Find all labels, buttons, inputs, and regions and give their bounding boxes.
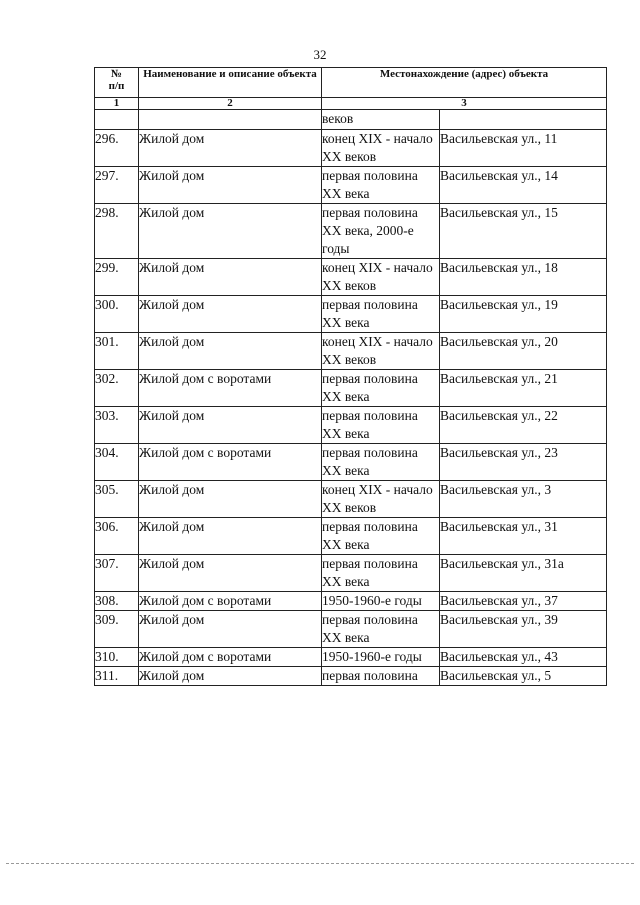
object-name: Жилой дом с воротами xyxy=(139,370,322,407)
continuation-date: веков xyxy=(322,110,440,130)
table-row xyxy=(95,611,607,648)
table-row xyxy=(95,667,607,686)
object-date: первая половина XX века xyxy=(322,555,440,592)
row-number: 304. xyxy=(95,444,139,481)
object-name: Жилой дом с воротами xyxy=(139,444,322,481)
object-date: первая половина XX века, 2000-е годы xyxy=(322,204,440,259)
object-date: конец XIX - начало XX веков xyxy=(322,333,440,370)
table-row xyxy=(95,204,607,259)
object-name: Жилой дом xyxy=(139,167,322,204)
object-date: первая половина XX века xyxy=(322,611,440,648)
heritage-registry-table xyxy=(94,67,607,686)
object-address: Васильевская ул., 3 xyxy=(440,481,607,518)
object-date: конец XIX - начало XX веков xyxy=(322,481,440,518)
object-date: 1950-1960-е годы xyxy=(322,592,440,611)
table-row xyxy=(95,648,607,667)
object-address: Васильевская ул., 37 xyxy=(440,592,607,611)
table-row xyxy=(95,481,607,518)
object-name: Жилой дом xyxy=(139,555,322,592)
continuation-row xyxy=(95,110,607,130)
object-address: Васильевская ул., 39 xyxy=(440,611,607,648)
row-number: 300. xyxy=(95,296,139,333)
object-date: первая половина XX века xyxy=(322,407,440,444)
table-row xyxy=(95,259,607,296)
object-name: Жилой дом xyxy=(139,259,322,296)
object-address: Васильевская ул., 43 xyxy=(440,648,607,667)
object-name: Жилой дом xyxy=(139,407,322,444)
table-row xyxy=(95,333,607,370)
row-number: 301. xyxy=(95,333,139,370)
object-date: первая половина xyxy=(322,667,440,686)
table-row xyxy=(95,444,607,481)
column-number-3: 3 xyxy=(322,98,607,110)
object-name: Жилой дом xyxy=(139,481,322,518)
table-row xyxy=(95,167,607,204)
header-location: Местонахождение (адрес) объекта xyxy=(322,68,607,98)
table-header-row xyxy=(95,68,607,98)
object-name: Жилой дом xyxy=(139,667,322,686)
object-date: первая половина XX века xyxy=(322,518,440,555)
object-date: 1950-1960-е годы xyxy=(322,648,440,667)
row-number: 310. xyxy=(95,648,139,667)
row-number: 311. xyxy=(95,667,139,686)
object-name: Жилой дом xyxy=(139,130,322,167)
object-address: Васильевская ул., 11 xyxy=(440,130,607,167)
object-address: Васильевская ул., 20 xyxy=(440,333,607,370)
row-number: 299. xyxy=(95,259,139,296)
object-name: Жилой дом xyxy=(139,518,322,555)
page-number: 32 xyxy=(313,47,327,62)
header-name: Наименование и описание объекта xyxy=(139,68,322,98)
row-number: 296. xyxy=(95,130,139,167)
object-address: Васильевская ул., 23 xyxy=(440,444,607,481)
row-number: 298. xyxy=(95,204,139,259)
row-number: 303. xyxy=(95,407,139,444)
row-number: 305. xyxy=(95,481,139,518)
table-row xyxy=(95,296,607,333)
object-address: Васильевская ул., 21 xyxy=(440,370,607,407)
object-date: первая половина XX века xyxy=(322,444,440,481)
column-number-2: 2 xyxy=(139,98,322,110)
object-address: Васильевская ул., 31а xyxy=(440,555,607,592)
row-number: 302. xyxy=(95,370,139,407)
table-row xyxy=(95,407,607,444)
table-row xyxy=(95,518,607,555)
column-number-1: 1 xyxy=(95,98,139,110)
object-address: Васильевская ул., 14 xyxy=(440,167,607,204)
object-name: Жилой дом xyxy=(139,296,322,333)
header-num: № п/п xyxy=(95,68,139,98)
object-address: Васильевская ул., 18 xyxy=(440,259,607,296)
object-address: Васильевская ул., 15 xyxy=(440,204,607,259)
object-address: Васильевская ул., 31 xyxy=(440,518,607,555)
row-number: 308. xyxy=(95,592,139,611)
object-date: конец XIX - начало XX веков xyxy=(322,259,440,296)
row-number: 297. xyxy=(95,167,139,204)
table-row xyxy=(95,555,607,592)
object-name: Жилой дом с воротами xyxy=(139,648,322,667)
object-name: Жилой дом xyxy=(139,204,322,259)
row-number: 309. xyxy=(95,611,139,648)
table-row xyxy=(95,370,607,407)
object-date: первая половина XX века xyxy=(322,370,440,407)
row-number: 307. xyxy=(95,555,139,592)
object-date: конец XIX - начало XX веков xyxy=(322,130,440,167)
object-name: Жилой дом с воротами xyxy=(139,592,322,611)
object-address: Васильевская ул., 5 xyxy=(440,667,607,686)
row-number: 306. xyxy=(95,518,139,555)
object-date: первая половина XX века xyxy=(322,296,440,333)
table-row xyxy=(95,130,607,167)
scan-edge-line xyxy=(6,863,634,864)
object-address: Васильевская ул., 19 xyxy=(440,296,607,333)
object-name: Жилой дом xyxy=(139,611,322,648)
object-name: Жилой дом xyxy=(139,333,322,370)
object-address: Васильевская ул., 22 xyxy=(440,407,607,444)
column-number-row xyxy=(95,98,607,110)
object-date: первая половина XX века xyxy=(322,167,440,204)
table-row xyxy=(95,592,607,611)
